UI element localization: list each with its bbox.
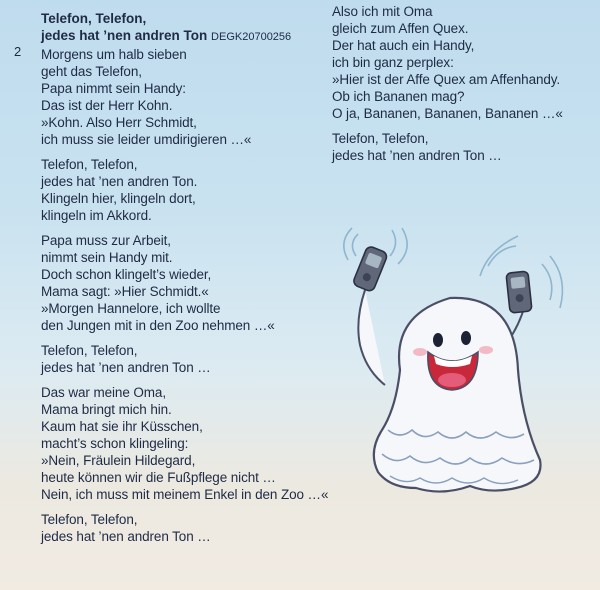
lyric-line: O ja, Bananen, Bananen, Bananen …«: [332, 106, 563, 121]
song-title-line1: Telefon, Telefon,: [41, 11, 147, 26]
lyric-line: Also ich mit Oma: [332, 4, 433, 19]
lyric-line: Telefon, Telefon,: [41, 512, 138, 527]
ghost-illustration: [330, 220, 570, 520]
lyric-line: Mama bringt mich hin.: [41, 402, 172, 417]
lyric-line: jedes hat ’nen andren Ton …: [41, 360, 211, 375]
right-phone-icon: [506, 271, 532, 313]
lyric-line: Der hat auch ein Handy,: [332, 38, 475, 53]
lyric-line: jedes hat ’nen andren Ton …: [332, 148, 502, 163]
right-stanzas: [332, 3, 594, 164]
stanza: [41, 342, 321, 376]
lyric-line: jedes hat ’nen andren Ton.: [41, 174, 198, 189]
right-column: [332, 3, 594, 172]
lyric-line: geht das Telefon,: [41, 64, 142, 79]
lyric-line: Nein, ich muss mit meinem Enkel in den Zoo …«: [41, 487, 329, 502]
lyric-line: Papa muss zur Arbeit,: [41, 233, 171, 248]
lyric-line: Mama sagt: »Hier Schmidt.«: [41, 284, 209, 299]
track-number: 2: [14, 44, 22, 59]
lyric-line: Morgens um halb sieben: [41, 47, 187, 62]
lyric-line: »Kohn. Also Herr Schmidt,: [41, 115, 197, 130]
left-phone-icon: [352, 245, 388, 292]
stanza: [332, 3, 594, 122]
lyric-line: Das war meine Oma,: [41, 385, 166, 400]
lyric-line: macht’s schon klingeling:: [41, 436, 189, 451]
lyric-line: Ob ich Bananen mag?: [332, 89, 465, 104]
lyric-line: »Morgen Hannelore, ich wollte: [41, 301, 221, 316]
lyric-line: jedes hat ’nen andren Ton …: [41, 529, 211, 544]
lyric-line: Papa nimmt sein Handy:: [41, 81, 186, 96]
stanza: [41, 46, 321, 148]
lyric-line: »Nein, Fräulein Hildegard,: [41, 453, 196, 468]
ghost-left-arm: [358, 290, 385, 385]
song-title-line2: [41, 27, 321, 46]
lyric-line: heute können wir die Fußpflege nicht …: [41, 470, 276, 485]
lyric-line: Telefon, Telefon,: [41, 157, 138, 172]
lyric-line: ich bin ganz perplex:: [332, 55, 454, 70]
lyric-line: den Jungen mit in den Zoo nehmen …«: [41, 318, 275, 333]
stanza: [41, 232, 321, 334]
lyric-line: gleich zum Affen Quex.: [332, 21, 469, 36]
lyric-line: Klingeln hier, klingeln dort,: [41, 191, 196, 206]
stanza: [41, 384, 329, 503]
stanza: [332, 130, 594, 164]
lyric-line: nimmt sein Handy mit.: [41, 250, 173, 265]
left-column: [41, 10, 329, 553]
lyric-line: ich muss sie leider umdirigieren …«: [41, 132, 252, 147]
stanza: [41, 511, 321, 545]
lyric-line: Telefon, Telefon,: [41, 343, 138, 358]
lyric-line: Telefon, Telefon,: [332, 131, 429, 146]
lyric-line: »Hier ist der Affe Quex am Affenhandy.: [332, 72, 561, 87]
catalog-code: DEGK20700256: [211, 31, 292, 43]
left-stanzas: [41, 46, 329, 545]
lyric-line: Doch schon klingelt’s wieder,: [41, 267, 212, 282]
lyric-line: Kaum hat sie ihr Küsschen,: [41, 419, 203, 434]
stanza: [41, 156, 321, 224]
lyric-line: klingeln im Akkord.: [41, 208, 152, 223]
lyric-line: Das ist der Herr Kohn.: [41, 98, 173, 113]
song-title-text: jedes hat ’nen andren Ton: [41, 28, 208, 43]
